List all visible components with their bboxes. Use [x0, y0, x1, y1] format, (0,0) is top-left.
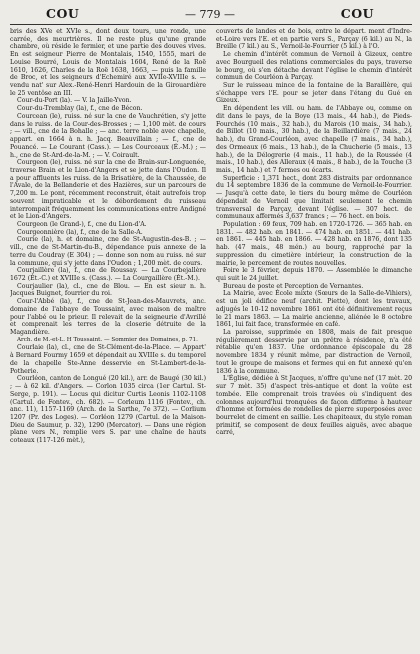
paragraph: couverts de landes et de bois, entre le départ. ment d'Indre-et-Loire vers l'E. et en partie vers S., Parçay (6 kil.) au N., la Breille (7 kil.) au S., Vernoil-le-Fourrier (5 kil.) à l'O. [216, 28, 412, 51]
paragraph: Cour-du-Port (la). — V. la Jaille-Yvon. [17, 97, 132, 105]
paragraph: Courgeon (le Grand-), f., cne du Lion-d'A. [17, 220, 147, 228]
paragraph: Sur le ruisseau mince de la fontaine de la Baraillère, qui s'échappe vers l'E. pour se jeter dans l'étang du Gué en Gizeux. [216, 82, 412, 105]
paragraph: L'Église, dédiée à St Jacques, n'offre qu'une nef (17 mèt. 20 sur 7 mèt. 35) d'aspect très-antique et dont la voûte est tombée. Elle comprenait trois travées où s'indiquent des colonnes aujourd'hui tronquées de façon difforme à hauteur d'homme et formées de rondelles de pierre superposées avec bourrelet de ciment en saillie. Les chapiteaux, du style roman primitif, se composent de deux feuilles aiguës, avec abaque carré, [216, 375, 412, 437]
paragraph: Courgeonnière (la), f., cne de la Salle-A. [17, 228, 143, 236]
paragraph: Courléon, canton de Longué (20 kil.), arr. de Baugé (30 kil.) ; — à 62 kil. d'Angers. — Corlon 1035 circa (1er Cartul. St-Serge, p. 191). — Locus qui dicitur Curtis Leonis 1102-1108 (Cartul. de Fontev., ch. 682). — Corleum 1116 (Fontev., ch. anc. 11), 1157-1169 (Arch. de la Sarthe, 7e 372). — Corlium 1207 (Pr. des Loges). — Corléon 1279 (Cartul. de la Maison-Dieu de Saumur, p. 32), 1290 (Mercator). — Dans une région plane vers N., remplie vers S. par une chaîne de hauts coteaux (117-126 mèt.), [10, 375, 206, 445]
paragraph: La Mairie, avec École mixte (Sœurs de la Salle-de-Vihiers), est un joli édifice neuf (archit. Piette), dont les travaux, adjugés le 10-12 novembre 1861 ont été définitivement reçus le 21 mars 1863. — La mairie ancienne, aliénée le 8 octobre 1861, lui fait face, transformée en café. [216, 290, 412, 329]
paragraph: bris des XVe et XVIe s., dont deux tours, une ronde, une carrée, des meurtrières. Il ne reste plus qu'une grande chambre, où réside le fermier, et une partie des douves vives. En est seigneur Pierre de Montalais, 1540, 1555, mari de Louise Bourré, Louis de Montalais 1604, René de la Roë 1610, 1626, Charles de la Roë 1638, 1663, — puis la famille de Broc, et les seigneurs d'Echemiré aux XVIIe-XVIIIe s. — vendu nat' sur Alex.-René-Henri Hardouin de la Girouardière le 25 ventôse an III. [10, 28, 206, 97]
page-number: — 779 — [185, 8, 235, 21]
left-column [10, 28, 206, 648]
paragraph: En dépendent les vill. ou ham. de l'Abbaye ou, comme on dit dans le pays, de la Boye (13 mais., 44 hab.), de Pieds-Fourchés (10 mais., 32 hab.), du Marois (10 mais., 34 hab.), de Billot (10 mais., 30 hab.), de la Beillardière (7 mais., 24 hab.), du Grand-Courléon, avec chapelle (7 mais., 34 hab.), des Ormeaux (6 mais., 13 hab.), de la Chucherie (5 mais., 13 hab.), de la Délogrerie (4 mais., 11 hab.), de la Roussée (4 mais., 10 hab.), des Alleraux (4 mais., 8 hab.), de la Touche (3 mais., 14 hab.) et 7 fermes ou écarts. [216, 105, 412, 174]
paragraph: Cour-du-Tremblay (la), f., cne de Bécon. [17, 105, 143, 113]
right-column [216, 28, 412, 648]
header-right-word: COU [340, 6, 374, 21]
paragraph: Cour-l'Abbé (la), f., cne de St-Jean-des-Mauvrets, anc. domaine de l'abbaye de Toussaint, avec maison de maître pour l'abbé ou le prieur. Il relevait de la seigneurie d'Avrillé et comprenait les terres de la closerie détruite de la Magandière. [10, 298, 206, 337]
paragraph: Courie (la), h. et domaine, cne de St-Augustin-des-B. ; — vill., cne de St-Martin-du-B., dépendance puis annexe de la terre du Coudray (E 304) ; — donne son nom au ruiss. né sur la commune, qui s'y jette dans l'Oudon ; 1,200 mèt. de cours. [10, 236, 206, 267]
paragraph: Courjaulier (la), cl., cne de Blou. — En est sieur n. h. Jacques Buignet, fourrier du roi. [10, 282, 206, 298]
paragraph: Le chemin d'intérêt commun de Vernoil à Gizeux, centre avec Bourgueil des relations commerciales du pays, traverse le bourg, où s'en détache devant l'église le chemin d'intérêt commun de Courléon à Parçay. [216, 51, 412, 82]
paragraph: Foire le 3 février, depuis 1870. — Assemblée le dimanche qui suit le 24 juillet. [216, 267, 412, 282]
paragraph: Courgeon (le), ruiss. né sur la cne de Brain-sur-Longuenée, traverse Brain et le Lion-d'Angers et se jette dans l'Oudon. Il a pour affluents les ruiss. de la Brisatière, de la Chaussée, de l'Avale, de la Bellanderie et des Hazières, sur un parcours de 7,200 m. Le pont, récemment reconstruit, était autrefois trop souvent impraticable et le débordement du ruisseau interrompait fréquemment les communications entre Andigné et le Lion-d'Angers. [10, 159, 206, 221]
text-columns [10, 28, 412, 648]
header-rule [10, 24, 412, 25]
paragraph: La paroisse, supprimée en 1808, mais de fait presque régulièrement desservie par un prêtre à résidence, n'a été rétablie qu'en 1837. Une ordonnance épiscopale du 28 novembre 1834 y réunit même, par distraction de Vernoil, tout le groupe de maisons et fermes qui en fut annexé qu'en 1836 à la commune. [216, 329, 412, 375]
paragraph: Courlaie (la), cl., cne de St-Clément-de-la-Place. — Appart' à Bernard Fourmy 1659 et dépendait au XVIIIe s. du temporel de la chapelle Ste-Anne desservie en St-Lambert-de-la-Potherie. [10, 344, 206, 375]
paragraph: Superficie : 1,371 hect., dont 283 distraits par ordonnance du 14 septembre 1836 de la commune de Vernoil-le-Fourrier. — Jusqu'à cette date, le tiers du bourg même de Courléon dépendait de Vernoil que limitait seulement le chemin transversal de Parçay, devant l'église. — 307 hect. de communaux affermés 3,637 francs ; — 76 hect. en bois. [216, 174, 412, 221]
paragraph: Population : 69 feux, 709 hab. en 1720-1726. — 365 hab. en 1831. — 482 hab. en 1841. — 474 hab. en 1851. — 441 hab. en 1861. — 445 hab. en 1866. — 428 hab. en 1876, dont 135 hab. (47 mais., 48 mén.) au bourg, rapproché par la suppression du cimetière intérieur, la construction de la mairie, le percement de routes nouvelles. [216, 220, 412, 267]
source-note: Arch. de M.-et-L. H Toussaint. — Sommier des Domaines, p. 71. [17, 336, 198, 343]
header-left-word: COU [46, 6, 80, 21]
paragraph: Courcean (le), ruiss. né sur la cne de Vauchrétien, s'y jette dans le ruiss. de la Cour-des-Brosses ; — 1,100 mèt. de cours ; — vill., cne de la Bohalle ; — anc. terre noble avec chapelle, appart. en 1664 à n. h. Jacq. Beauvillain ; — f., cne de Pouancé. — Le Courant (Cass.). — Les Courceaux (É.-M.) ; — h., cne de St-Ard-de-la-M. ; — V. Coirault. [10, 112, 206, 159]
paragraph: Bureau de poste et Perception de Vernantes. [223, 282, 364, 290]
page-header [10, 6, 412, 22]
paragraph: Courjaillère (la), f., cne de Roussay. — La Courbejallère 1672 (Ét.-C.) et XVIIIe s. (Cass.). — La Courgaillère (Ét.-M.). [10, 267, 206, 282]
